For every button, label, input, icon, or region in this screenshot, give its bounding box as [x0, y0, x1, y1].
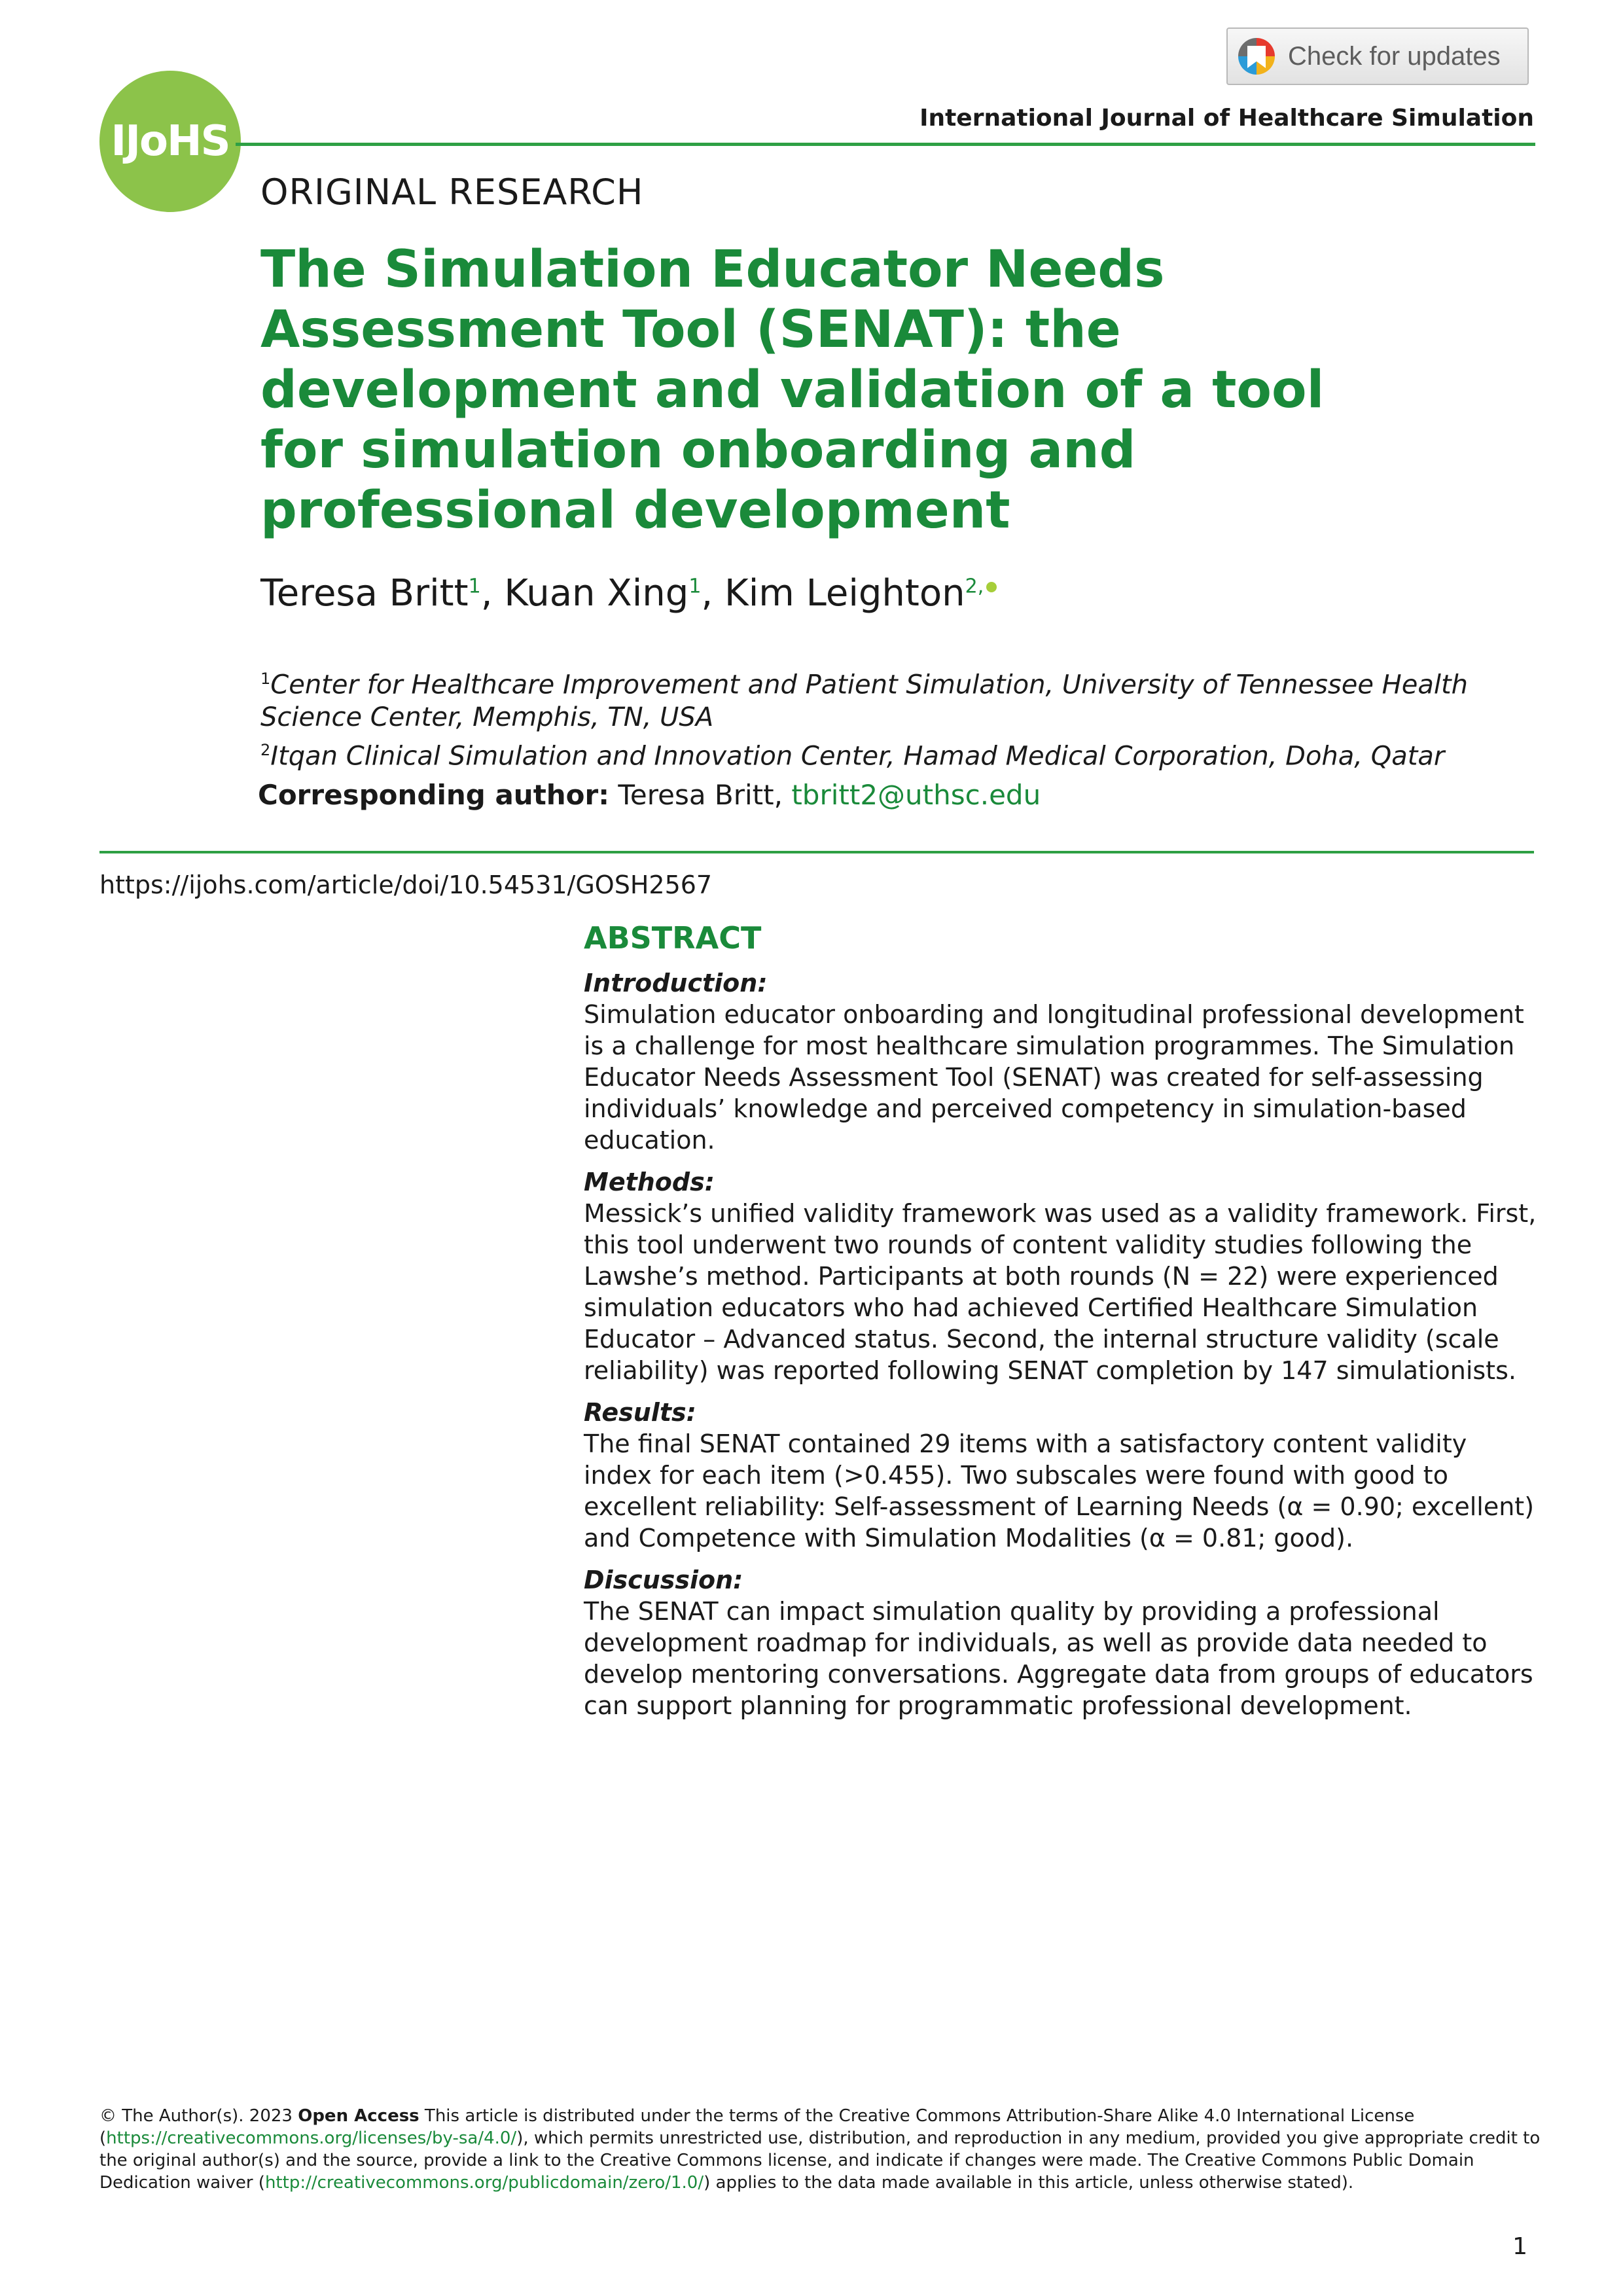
license-text: This article is distributed under the terms of the Creative Commons Attribution-Share Alike 4.0 International License (: [99, 2106, 1415, 2148]
orcid-icon[interactable]: [986, 582, 997, 592]
license-link-by-sa[interactable]: https://creativecommons.org/licenses/by-sa/4.0/: [106, 2128, 517, 2148]
corresponding-author-label: Corresponding author:: [258, 779, 610, 811]
crossmark-icon: [1238, 38, 1275, 75]
author-list: Teresa Britt$^1$, Kuan Xing$^1$, Kim Leighton$^{2,}$: [260, 572, 997, 615]
license-text: ), which permits unrestricted use, distribution, and reproduction in any medium, provided you give appropriate credit to the original author(s) and the source, provide a link to the Creative Commons license, and indicate if changes were made. The Creative Commons Public Domain Dedication waiver (: [99, 2128, 1541, 2193]
author-name: Kim Leighton: [724, 572, 965, 615]
article-title: The Simulation Educator Needs Assessment Tool (SENAT): the development and validation of a tool for simulation onboarding and professional development: [260, 240, 1325, 540]
author-name: Kuan Xing: [504, 572, 689, 615]
section-divider: [99, 851, 1534, 853]
affiliation-text: Itqan Clinical Simulation and Innovation Center, Hamad Medical Corporation, Doha, Qatar: [270, 741, 1445, 772]
corresponding-author-email-link[interactable]: tbritt2@uthsc.edu: [791, 779, 1041, 811]
affiliations: [260, 662, 1504, 773]
abstract-section-body: Simulation educator onboarding and longitudinal professional development is a challenge for most healthcare simulation programmes. The Simulation Educator Needs Assessment Tool (SENAT) was created for self-assessing individuals’ knowledge and perceived competency in simulation-based education.: [584, 1000, 1524, 1155]
abstract-section-body: The SENAT can impact simulation quality by providing a professional development roadmap for individuals, as well as provide data needed to develop mentoring conversations. Aggregate data from groups of educators can support planning for programmatic professional development.: [584, 1597, 1533, 1720]
abstract-section-heading: Methods:: [584, 1168, 715, 1196]
journal-name: International Journal of Healthcare Simulation: [919, 105, 1534, 132]
corresponding-author-name: Teresa Britt,: [618, 779, 783, 811]
check-for-updates-button[interactable]: [1226, 27, 1529, 85]
affiliation-item: [260, 734, 1504, 772]
abstract-heading: ABSTRACT: [584, 920, 762, 956]
affiliation-text: Center for Healthcare Improvement and Patient Simulation, University of Tennessee Health Science Center, Memphis, TN, USA: [260, 670, 1469, 733]
open-access-label: Open Access: [298, 2106, 419, 2126]
license-prefix: © The Author(s). 2023: [99, 2106, 298, 2126]
header-divider: [236, 143, 1535, 146]
author-affiliation-marker: 2,: [965, 575, 984, 598]
affiliation-marker: 1: [260, 670, 271, 688]
doi-url: https://ijohs.com/article/doi/10.54531/GOSH2567: [99, 870, 713, 899]
author-affiliation-marker: 1: [468, 575, 481, 598]
article-type: ORIGINAL RESEARCH: [260, 171, 644, 213]
affiliation-marker: 2: [260, 741, 271, 760]
abstract-section-heading: Discussion:: [584, 1566, 743, 1594]
abstract-section-body: Messick’s unified validity framework was used as a validity framework. First, this tool underwent two rounds of content validity studies following the Lawshe’s method. Participants at both rounds (N = 22) were experienced simulation educators who had achieved Certified Healthcare Simulation Educator – Advanced status. Second, the internal structure validity (scale reliability) was reported following SENAT completion by 147 simulationists.: [584, 1199, 1537, 1385]
check-for-updates-label: Check for updates: [1288, 41, 1501, 71]
affiliation-item: [260, 662, 1504, 734]
logo-text: IJoHS: [111, 117, 230, 166]
license-notice: [99, 2105, 1546, 2194]
license-link-public-domain[interactable]: http://creativecommons.org/publicdomain/zero/1.0/: [264, 2173, 704, 2193]
license-text: ) applies to the data made available in this article, unless otherwise stated).: [704, 2173, 1354, 2193]
journal-logo: [99, 71, 241, 212]
abstract-section-heading: Results:: [584, 1398, 696, 1427]
page-number: 1: [1512, 2233, 1527, 2260]
author-affiliation-marker: 1: [688, 575, 702, 598]
abstract-section-body: The final SENAT contained 29 items with a satisfactory content validity index for each item (>0.455). Two subscales were found with good to excellent reliability: Self-assessment of Learning Needs (α = 0.90; excellent) and Competence with Simulation Modalities (α = 0.81; good).: [584, 1429, 1535, 1552]
author-name: Teresa Britt: [260, 572, 469, 615]
abstract: [584, 920, 1539, 1732]
abstract-section-heading: Introduction:: [584, 969, 768, 997]
corresponding-author: [258, 779, 1041, 811]
